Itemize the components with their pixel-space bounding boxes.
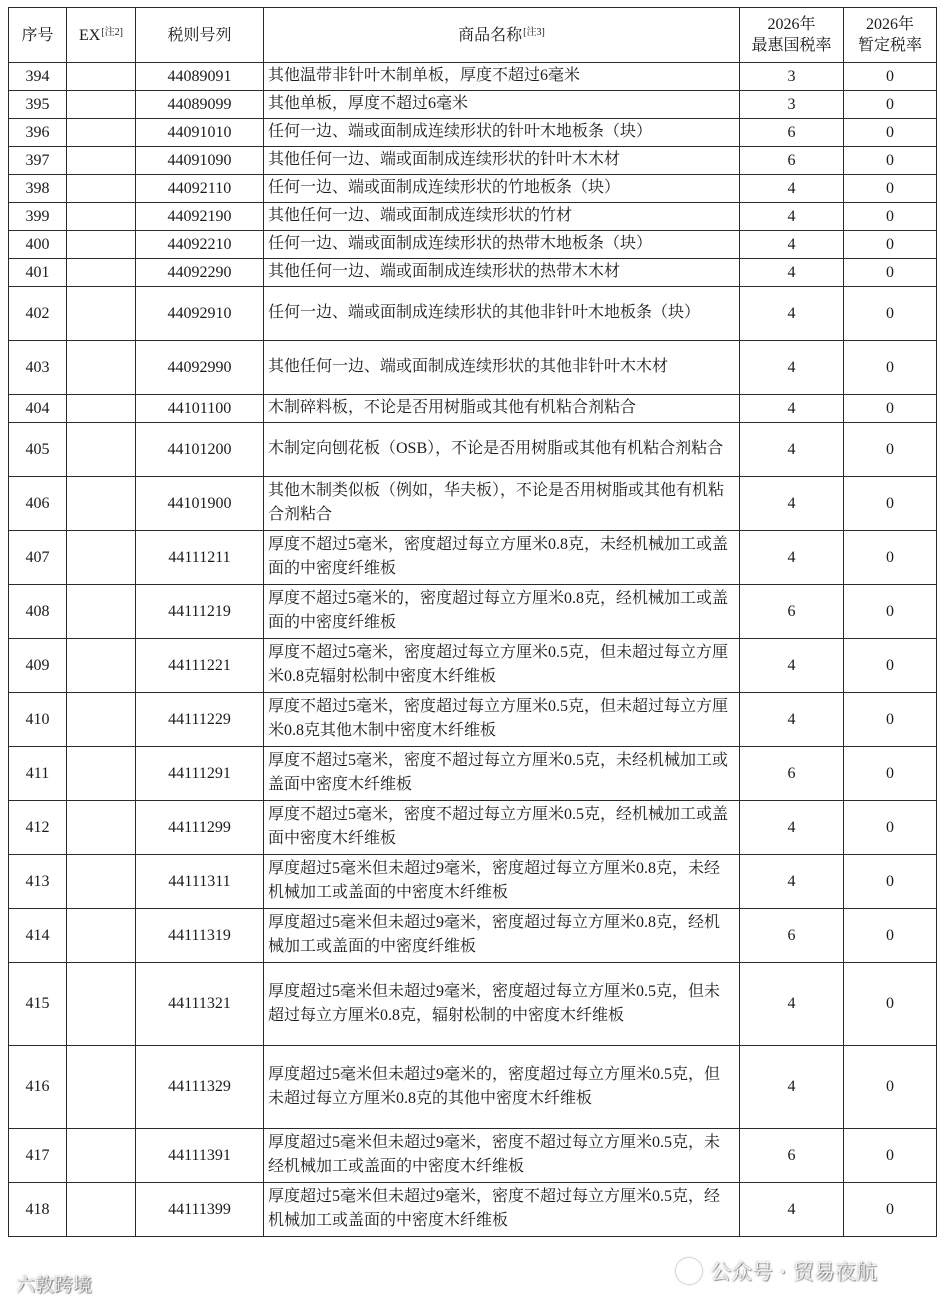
header-name: 商品名称[注3]: [264, 8, 740, 63]
row-seq-cell: 410: [9, 693, 67, 747]
row-ex-cell: [67, 909, 136, 963]
row-mfn-rate-cell: 4: [740, 231, 844, 259]
row-ex-cell: [67, 91, 136, 119]
table-body: [9, 63, 937, 1237]
row-ex-cell: [67, 531, 136, 585]
row-ex-cell: [67, 855, 136, 909]
row-code-cell: 44091010: [136, 119, 264, 147]
row-provisional-rate-cell: 0: [844, 855, 937, 909]
row-name-cell: 厚度不超过5毫米，密度超过每立方厘米0.8克，未经机械加工或盖面的中密度纤维板: [264, 531, 740, 585]
row-mfn-rate-cell: 6: [740, 1129, 844, 1183]
row-provisional-rate-cell: 0: [844, 693, 937, 747]
row-name-cell: 厚度不超过5毫米，密度不超过每立方厘米0.5克，经机械加工或盖面中密度木纤维板: [264, 801, 740, 855]
row-provisional-rate-cell: 0: [844, 203, 937, 231]
table-row: [9, 801, 937, 855]
row-code-cell: 44092110: [136, 175, 264, 203]
row-name-cell: 厚度不超过5毫米，密度超过每立方厘米0.5克，但未超过每立方厘米0.8克其他木制中密度木纤维板: [264, 693, 740, 747]
row-seq-cell: 403: [9, 341, 67, 395]
row-code-cell: 44091090: [136, 147, 264, 175]
row-seq-cell: 411: [9, 747, 67, 801]
tariff-table-sheet: [8, 7, 936, 1237]
row-provisional-rate-cell: 0: [844, 477, 937, 531]
row-provisional-rate-cell: 0: [844, 119, 937, 147]
table-row: [9, 909, 937, 963]
row-code-cell: 44111399: [136, 1183, 264, 1237]
row-provisional-rate-cell: 0: [844, 963, 937, 1046]
row-code-cell: 44111321: [136, 963, 264, 1046]
row-provisional-rate-cell: 0: [844, 91, 937, 119]
row-ex-cell: [67, 801, 136, 855]
row-mfn-rate-cell: 4: [740, 531, 844, 585]
row-code-cell: 44111219: [136, 585, 264, 639]
row-code-cell: 44092910: [136, 287, 264, 341]
table-row: [9, 203, 937, 231]
row-code-cell: 44101900: [136, 477, 264, 531]
watermark-left-text: 六敦跨境: [16, 1274, 93, 1296]
row-name-cell: 厚度超过5毫米但未超过9毫米，密度不超过每立方厘米0.5克，未经机械加工或盖面的中密度木纤维板: [264, 1129, 740, 1183]
row-name-cell: 木制碎料板，不论是否用树脂或其他有机粘合剂粘合: [264, 395, 740, 423]
row-provisional-rate-cell: 0: [844, 147, 937, 175]
row-name-cell: 厚度超过5毫米但未超过9毫米，密度超过每立方厘米0.8克，未经机械加工或盖面的中密度木纤维板: [264, 855, 740, 909]
row-code-cell: 44089091: [136, 63, 264, 91]
row-seq-cell: 397: [9, 147, 67, 175]
row-ex-cell: [67, 395, 136, 423]
row-provisional-rate-cell: 0: [844, 801, 937, 855]
row-name-cell: 任何一边、端或面制成连续形状的针叶木地板条（块）: [264, 119, 740, 147]
row-seq-cell: 417: [9, 1129, 67, 1183]
row-seq-cell: 414: [9, 909, 67, 963]
row-ex-cell: [67, 175, 136, 203]
row-ex-cell: [67, 63, 136, 91]
row-mfn-rate-cell: 4: [740, 1046, 844, 1129]
row-provisional-rate-cell: 0: [844, 395, 937, 423]
row-name-cell: 其他任何一边、端或面制成连续形状的针叶木木材: [264, 147, 740, 175]
row-mfn-rate-cell: 6: [740, 909, 844, 963]
row-seq-cell: 405: [9, 423, 67, 477]
row-ex-cell: [67, 1129, 136, 1183]
row-provisional-rate-cell: 0: [844, 175, 937, 203]
row-name-cell: 其他单板，厚度不超过6毫米: [264, 91, 740, 119]
row-seq-cell: 409: [9, 639, 67, 693]
row-name-cell: 任何一边、端或面制成连续形状的热带木地板条（块）: [264, 231, 740, 259]
row-seq-cell: 394: [9, 63, 67, 91]
table-row: [9, 147, 937, 175]
row-seq-cell: 398: [9, 175, 67, 203]
row-code-cell: 44092990: [136, 341, 264, 395]
row-code-cell: 44092290: [136, 259, 264, 287]
row-seq-cell: 402: [9, 287, 67, 341]
row-name-cell: 其他木制类似板（例如，华夫板），不论是否用树脂或其他有机粘合剂粘合: [264, 477, 740, 531]
row-mfn-rate-cell: 4: [740, 175, 844, 203]
row-code-cell: 44089099: [136, 91, 264, 119]
row-name-cell: 其他任何一边、端或面制成连续形状的热带木木材: [264, 259, 740, 287]
table-header-row: [9, 8, 937, 63]
row-code-cell: 44101100: [136, 395, 264, 423]
row-provisional-rate-cell: 0: [844, 63, 937, 91]
row-mfn-rate-cell: 4: [740, 693, 844, 747]
table-row: [9, 855, 937, 909]
row-provisional-rate-cell: 0: [844, 1183, 937, 1237]
row-ex-cell: [67, 341, 136, 395]
row-mfn-rate-cell: 6: [740, 147, 844, 175]
row-mfn-rate-cell: 4: [740, 855, 844, 909]
header-seq: 序号: [9, 8, 67, 63]
row-seq-cell: 401: [9, 259, 67, 287]
row-seq-cell: 399: [9, 203, 67, 231]
table-row: [9, 477, 937, 531]
row-provisional-rate-cell: 0: [844, 259, 937, 287]
row-seq-cell: 396: [9, 119, 67, 147]
row-name-cell: 厚度超过5毫米但未超过9毫米，密度超过每立方厘米0.8克，经机械加工或盖面的中密度纤维板: [264, 909, 740, 963]
row-ex-cell: [67, 287, 136, 341]
row-provisional-rate-cell: 0: [844, 423, 937, 477]
row-provisional-rate-cell: 0: [844, 231, 937, 259]
row-mfn-rate-cell: 4: [740, 423, 844, 477]
row-seq-cell: 407: [9, 531, 67, 585]
header-ex: EX[注2]: [67, 8, 136, 63]
row-seq-cell: 413: [9, 855, 67, 909]
table-row: [9, 341, 937, 395]
row-name-cell: 厚度超过5毫米但未超过9毫米，密度不超过每立方厘米0.5克，经机械加工或盖面的中密度木纤维板: [264, 1183, 740, 1237]
table-row: [9, 693, 937, 747]
watermark-right: [676, 1256, 877, 1286]
row-code-cell: 44092190: [136, 203, 264, 231]
row-ex-cell: [67, 693, 136, 747]
table-row: [9, 1183, 937, 1237]
row-seq-cell: 395: [9, 91, 67, 119]
row-mfn-rate-cell: 4: [740, 341, 844, 395]
row-code-cell: 44111311: [136, 855, 264, 909]
table-row: [9, 531, 937, 585]
row-name-cell: 其他温带非针叶木制单板，厚度不超过6毫米: [264, 63, 740, 91]
tariff-table: [8, 7, 937, 1237]
row-provisional-rate-cell: 0: [844, 747, 937, 801]
table-row: [9, 639, 937, 693]
row-code-cell: 44101200: [136, 423, 264, 477]
wechat-official-account-icon: [676, 1258, 702, 1284]
row-seq-cell: 412: [9, 801, 67, 855]
row-mfn-rate-cell: 4: [740, 395, 844, 423]
row-mfn-rate-cell: 6: [740, 747, 844, 801]
table-row: [9, 747, 937, 801]
row-ex-cell: [67, 1046, 136, 1129]
row-mfn-rate-cell: 4: [740, 639, 844, 693]
row-seq-cell: 415: [9, 963, 67, 1046]
row-mfn-rate-cell: 3: [740, 63, 844, 91]
header-code: 税则号列: [136, 8, 264, 63]
row-mfn-rate-cell: 6: [740, 119, 844, 147]
row-seq-cell: 400: [9, 231, 67, 259]
table-row: [9, 259, 937, 287]
row-provisional-rate-cell: 0: [844, 1129, 937, 1183]
row-ex-cell: [67, 747, 136, 801]
row-name-cell: 任何一边、端或面制成连续形状的其他非针叶木地板条（块）: [264, 287, 740, 341]
header-ex-note: [注2]: [101, 26, 123, 38]
table-row: [9, 119, 937, 147]
row-provisional-rate-cell: 0: [844, 531, 937, 585]
table-row: [9, 963, 937, 1046]
row-code-cell: 44111391: [136, 1129, 264, 1183]
row-provisional-rate-cell: 0: [844, 1046, 937, 1129]
row-provisional-rate-cell: 0: [844, 639, 937, 693]
table-row: [9, 63, 937, 91]
row-provisional-rate-cell: 0: [844, 341, 937, 395]
row-mfn-rate-cell: 4: [740, 259, 844, 287]
row-name-cell: 厚度超过5毫米但未超过9毫米的，密度超过每立方厘米0.5克，但未超过每立方厘米0.8克的其他中密度木纤维板: [264, 1046, 740, 1129]
table-row: [9, 1046, 937, 1129]
row-name-cell: 厚度不超过5毫米，密度超过每立方厘米0.5克，但未超过每立方厘米0.8克辐射松制中密度木纤维板: [264, 639, 740, 693]
table-row: [9, 585, 937, 639]
row-mfn-rate-cell: 4: [740, 1183, 844, 1237]
row-ex-cell: [67, 477, 136, 531]
row-ex-cell: [67, 423, 136, 477]
row-name-cell: 木制定向刨花板（OSB），不论是否用树脂或其他有机粘合剂粘合: [264, 423, 740, 477]
header-provisional-rate: 2026年 暂定税率: [844, 8, 937, 63]
row-name-cell: 厚度不超过5毫米，密度不超过每立方厘米0.5克，未经机械加工或盖面中密度木纤维板: [264, 747, 740, 801]
table-row: [9, 423, 937, 477]
table-row: [9, 91, 937, 119]
row-ex-cell: [67, 147, 136, 175]
table-row: [9, 175, 937, 203]
row-ex-cell: [67, 231, 136, 259]
row-code-cell: 44111319: [136, 909, 264, 963]
table-row: [9, 231, 937, 259]
row-ex-cell: [67, 1183, 136, 1237]
row-seq-cell: 406: [9, 477, 67, 531]
row-seq-cell: 408: [9, 585, 67, 639]
watermark-right-text: 公众号 · 贸易夜航: [710, 1260, 878, 1284]
row-ex-cell: [67, 203, 136, 231]
row-code-cell: 44111229: [136, 693, 264, 747]
row-mfn-rate-cell: 4: [740, 287, 844, 341]
row-provisional-rate-cell: 0: [844, 909, 937, 963]
table-row: [9, 287, 937, 341]
row-seq-cell: 404: [9, 395, 67, 423]
row-code-cell: 44111299: [136, 801, 264, 855]
watermark-left: [16, 1270, 92, 1297]
row-mfn-rate-cell: 4: [740, 963, 844, 1046]
row-code-cell: 44092210: [136, 231, 264, 259]
row-code-cell: 44111291: [136, 747, 264, 801]
row-ex-cell: [67, 963, 136, 1046]
row-ex-cell: [67, 119, 136, 147]
row-name-cell: 任何一边、端或面制成连续形状的竹地板条（块）: [264, 175, 740, 203]
row-ex-cell: [67, 639, 136, 693]
row-mfn-rate-cell: 4: [740, 801, 844, 855]
row-code-cell: 44111211: [136, 531, 264, 585]
row-mfn-rate-cell: 3: [740, 91, 844, 119]
row-mfn-rate-cell: 6: [740, 585, 844, 639]
row-mfn-rate-cell: 4: [740, 477, 844, 531]
row-name-cell: 厚度不超过5毫米的，密度超过每立方厘米0.8克，经机械加工或盖面的中密度纤维板: [264, 585, 740, 639]
row-code-cell: 44111221: [136, 639, 264, 693]
row-code-cell: 44111329: [136, 1046, 264, 1129]
row-ex-cell: [67, 259, 136, 287]
table-row: [9, 1129, 937, 1183]
row-name-cell: 其他任何一边、端或面制成连续形状的其他非针叶木木材: [264, 341, 740, 395]
row-provisional-rate-cell: 0: [844, 585, 937, 639]
header-mfn-rate: 2026年 最惠国税率: [740, 8, 844, 63]
header-name-note: [注3]: [523, 26, 545, 38]
row-ex-cell: [67, 585, 136, 639]
row-seq-cell: 416: [9, 1046, 67, 1129]
row-name-cell: 其他任何一边、端或面制成连续形状的竹材: [264, 203, 740, 231]
row-mfn-rate-cell: 4: [740, 203, 844, 231]
row-provisional-rate-cell: 0: [844, 287, 937, 341]
row-seq-cell: 418: [9, 1183, 67, 1237]
table-row: [9, 395, 937, 423]
row-name-cell: 厚度超过5毫米但未超过9毫米，密度超过每立方厘米0.5克，但未超过每立方厘米0.8克，辐射松制的中密度木纤维板: [264, 963, 740, 1046]
